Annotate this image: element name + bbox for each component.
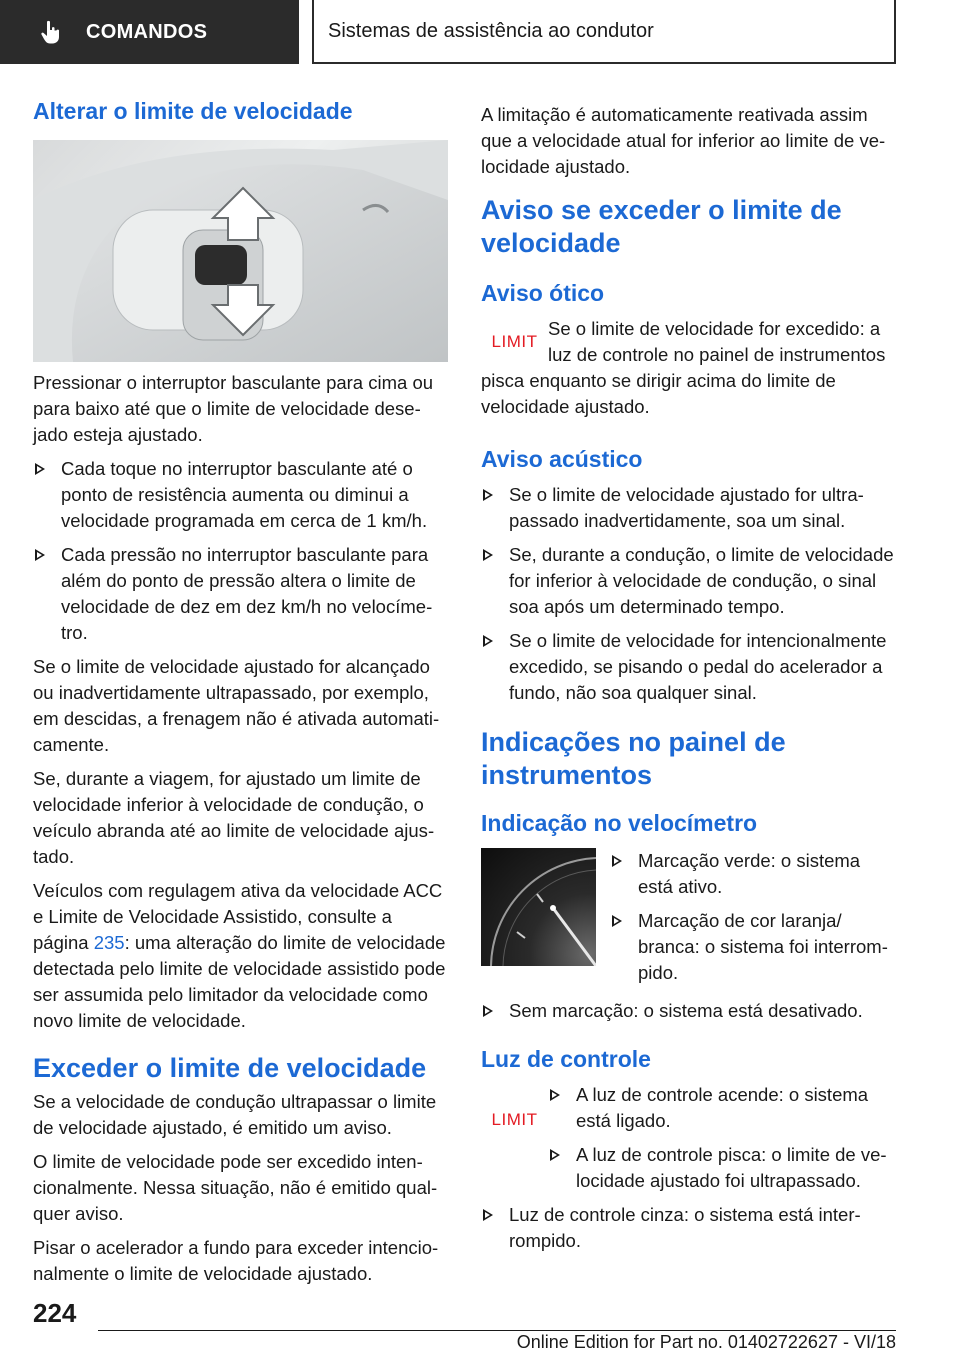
bullet-list: [548, 1082, 896, 1202]
footer-divider: [98, 1330, 896, 1331]
heading-speedometer: Indicação no velocímetro: [481, 810, 758, 836]
limit-indicator-icon: LIMIT: [491, 332, 538, 351]
bullet-list: [610, 848, 896, 994]
triangle-bullet-icon: [612, 855, 622, 867]
bullet-list: [33, 456, 448, 646]
list-item: A luz de controle pisca: o limite de velocidade ajustado foi ultrapassado.: [548, 1142, 896, 1194]
heading-exceed-limit: Exceder o limite de velocidade: [33, 1053, 427, 1083]
list-item: Sem marcação: o sistema está desativado.: [481, 998, 896, 1024]
section-title: Sistemas de assistência ao condutor: [312, 0, 896, 64]
paragraph: O limite de velocidade pode ser excedido intencionalmente. Nessa situação, não é emitido qualquer aviso.: [33, 1151, 438, 1224]
triangle-bullet-icon: [35, 549, 45, 561]
paragraph: Se o limite de velocidade for excedido: a luz de controle no painel de instrumentos pisca enquanto se dirigir acima do limite de velocidade ajustado.: [481, 318, 886, 417]
triangle-bullet-icon: [483, 489, 493, 501]
triangle-bullet-icon: [550, 1089, 560, 1101]
list-item: Se, durante a condução, o limite de velocidade for inferior à velocidade de condução, o sinal soa após um determinado tempo.: [481, 542, 896, 620]
list-item: A luz de controle acende: o sistema está ligado.: [548, 1082, 896, 1134]
speedometer-image: [481, 848, 596, 966]
paragraph: Se, durante a viagem, for ajustado um limite de velocidade inferior à velocidade de condução, o veículo abranda até ao limite de velocidade ajustado.: [33, 768, 435, 867]
chapter-label: COMANDOS: [86, 20, 208, 43]
paragraph: Pisar o acelerador a fundo para exceder intencionalmente o limite de velocidade ajustado.: [33, 1237, 439, 1284]
list-item: Se o limite de velocidade for intencionalmente excedido, se pisando o pedal do acelerador a fundo, não soa qualquer sinal.: [481, 628, 896, 706]
left-column: [33, 96, 448, 1287]
heading-optic-warning: Aviso ótico: [481, 280, 605, 306]
list-item: Marcação verde: o sistema está ativo.: [610, 848, 896, 900]
triangle-bullet-icon: [483, 549, 493, 561]
list-item: Cada toque no interruptor basculante até o ponto de resistência aumenta ou diminui a velocidade programada em cerca de 1 km/h.: [33, 456, 448, 534]
triangle-bullet-icon: [550, 1149, 560, 1161]
paragraph: Veículos com regulagem ativa da velocidade ACC e Limite de Velocidade Assistido, consulte a página 235: uma alteração do limite de velocidade detectada pelo limite de velocidade assistido pode ser assumida pelo limitador da velocidade como novo limite de velocidade.: [33, 880, 446, 1031]
paragraph: Pressionar o interruptor basculante para cima ou para baixo até que o limite de velocidade desejado esteja ajustado.: [33, 372, 434, 445]
heading-control-light: Luz de controle: [481, 1046, 651, 1072]
bullet-list: [481, 482, 896, 706]
heading-instrument-panel: Indicações no painel de instrumentos: [481, 727, 786, 790]
triangle-bullet-icon: [483, 635, 493, 647]
triangle-bullet-icon: [483, 1005, 493, 1017]
limit-indicator-icon: LIMIT: [491, 1110, 538, 1129]
triangle-bullet-icon: [35, 463, 45, 475]
bullet-list: [481, 1202, 896, 1254]
edition-text: Online Edition for Part no. 01402722627 - VI/18: [516, 1332, 896, 1352]
paragraph: A limitação é automaticamente reativada assim que a velocidade atual for inferior ao limite de velocidade ajustado.: [481, 104, 886, 177]
heading-change-limit: Alterar o limite de velocidade: [33, 98, 353, 124]
chapter-tab: [0, 0, 299, 64]
steering-wheel-rocker-switch-image: [33, 140, 448, 362]
paragraph: Se a velocidade de condução ultrapassar o limite de velocidade ajustado, é emitido um aviso.: [33, 1091, 437, 1138]
hand-pointer-icon: [38, 19, 64, 45]
heading-acoustic-warning: Aviso acústico: [481, 446, 643, 472]
heading-warning: Aviso se exceder o limite de velocidade: [481, 195, 842, 258]
list-item: Cada pressão no interruptor basculante para além do ponto de pressão altera o limite de velocidade de dez em dez km/h no velocímetro.: [33, 542, 448, 646]
triangle-bullet-icon: [483, 1209, 493, 1221]
list-item: Marcação de cor laranja/ branca: o sistema foi interrompido.: [610, 908, 896, 986]
right-column: [481, 96, 896, 1262]
page-number: 224: [33, 1298, 77, 1328]
triangle-bullet-icon: [612, 915, 622, 927]
bullet-list: [481, 998, 896, 1024]
page-link-235[interactable]: 235: [93, 932, 125, 953]
list-item: Luz de controle cinza: o sistema está interrompido.: [481, 1202, 896, 1254]
list-item: Se o limite de velocidade ajustado for ultrapassado inadvertidamente, soa um sinal.: [481, 482, 896, 534]
paragraph: Se o limite de velocidade ajustado for alcançado ou inadvertidamente ultrapassado, por exemplo, em descidas, a frenagem não é ativada automaticamente.: [33, 656, 440, 755]
